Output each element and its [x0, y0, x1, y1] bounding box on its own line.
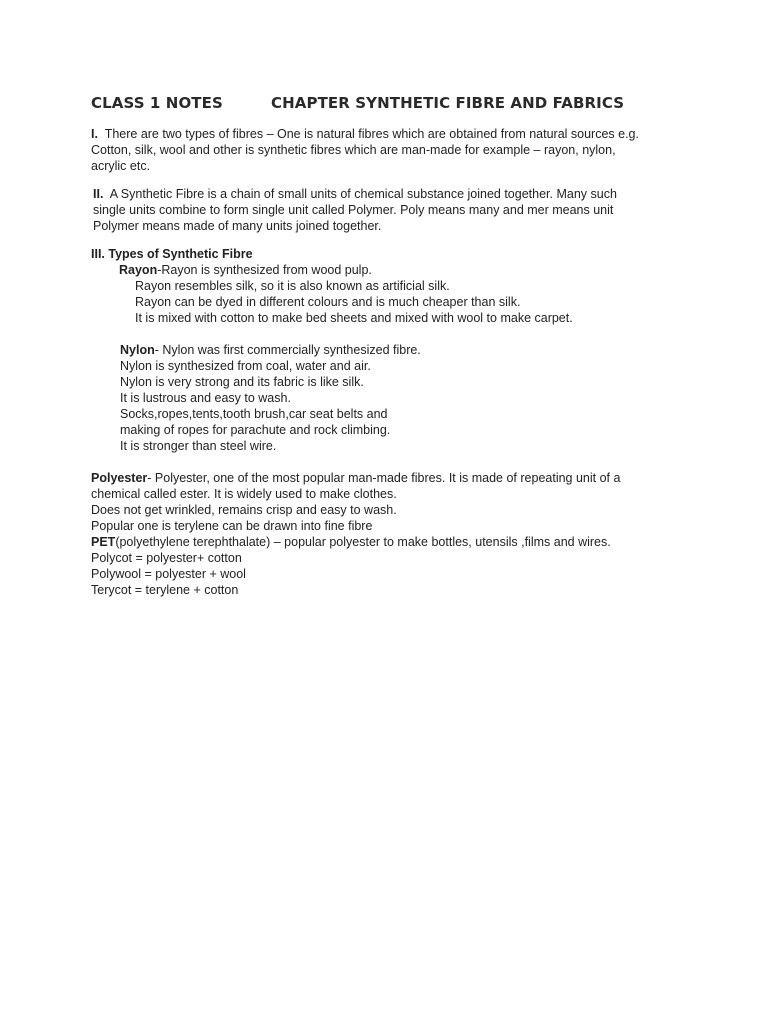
rayon-term: Rayon [119, 263, 158, 277]
section-3-heading: III. Types of Synthetic Fibre [91, 247, 253, 261]
pet-term: PET [91, 535, 116, 549]
rayon-line-3: Rayon can be dyed in different colours and is much cheaper than silk. [135, 295, 521, 309]
section-1-line-3: acrylic etc. [91, 159, 151, 173]
section-2-line-1 [93, 186, 691, 202]
rayon-line-2: Rayon resembles silk, so it is also known as artificial silk. [135, 279, 450, 293]
blend-polywool: Polywool = polyester + wool [91, 567, 246, 581]
chapter-title: CHAPTER SYNTHETIC FIBRE AND FABRICS [271, 94, 625, 112]
section-1 [91, 126, 691, 174]
rayon-line-1 [119, 262, 691, 278]
nylon-block [91, 342, 691, 454]
rayon-block [91, 262, 691, 278]
section-2-text-1: A Synthetic Fibre is a chain of small units of chemical substance joined together. Many such [109, 187, 617, 201]
nylon-first-text: - Nylon was first commercially synthesized fibre. [154, 343, 421, 357]
nylon-line-1 [120, 342, 691, 358]
section-2-line-3: Polymer means made of many units joined together. [93, 219, 382, 233]
rayon-first-text: -Rayon is synthesized from wood pulp. [157, 263, 372, 277]
polyester-term: Polyester [91, 471, 148, 485]
pet-text: (polyethylene terephthalate) – popular polyester to make bottles, utensils ,films and wires. [115, 535, 611, 549]
nylon-line-6: making of ropes for parachute and rock climbing. [120, 423, 391, 437]
nylon-line-4: It is lustrous and easy to wash. [120, 391, 291, 405]
section-1-numeral: I. [91, 127, 98, 141]
section-2-numeral: II. [93, 187, 104, 201]
polyester-first-text: - Polyester, one of the most popular man-made fibres. It is made of repeating unit of a [147, 471, 621, 485]
polyester-block [91, 470, 691, 598]
pet-line [91, 534, 691, 550]
nylon-line-2: Nylon is synthesized from coal, water and air. [120, 359, 371, 373]
class-notes-title: CLASS 1 NOTES [91, 94, 223, 112]
blend-terycot: Terycot = terylene + cotton [91, 583, 239, 597]
section-1-line-1 [91, 126, 691, 142]
nylon-line-3: Nylon is very strong and its fabric is like silk. [120, 375, 364, 389]
nylon-line-5: Socks,ropes,tents,tooth brush,car seat belts and [120, 407, 388, 421]
rayon-details [91, 278, 691, 326]
rayon-line-4: It is mixed with cotton to make bed sheets and mixed with wool to make carpet. [135, 311, 573, 325]
section-2 [91, 186, 691, 234]
section-1-line-2: Cotton, silk, wool and other is synthetic fibres which are man-made for example – rayon, nylon, [91, 143, 616, 157]
blend-polycot: Polycot = polyester+ cotton [91, 551, 242, 565]
polyester-line-1 [91, 470, 691, 486]
nylon-term: Nylon [120, 343, 155, 357]
section-1-text-1: There are two types of fibres – One is natural fibres which are obtained from natural sources e.g. [104, 127, 639, 141]
document-page [91, 94, 691, 598]
nylon-line-7: It is stronger than steel wire. [120, 439, 277, 453]
polyester-line-4: Popular one is terylene can be drawn into fine fibre [91, 519, 373, 533]
page-title [91, 94, 691, 114]
section-2-line-2: single units combine to form single unit called Polymer. Poly means many and mer means unit [93, 203, 614, 217]
polyester-line-2: chemical called ester. It is widely used to make clothes. [91, 487, 397, 501]
polyester-line-3: Does not get wrinkled, remains crisp and easy to wash. [91, 503, 397, 517]
section-3 [91, 246, 691, 598]
